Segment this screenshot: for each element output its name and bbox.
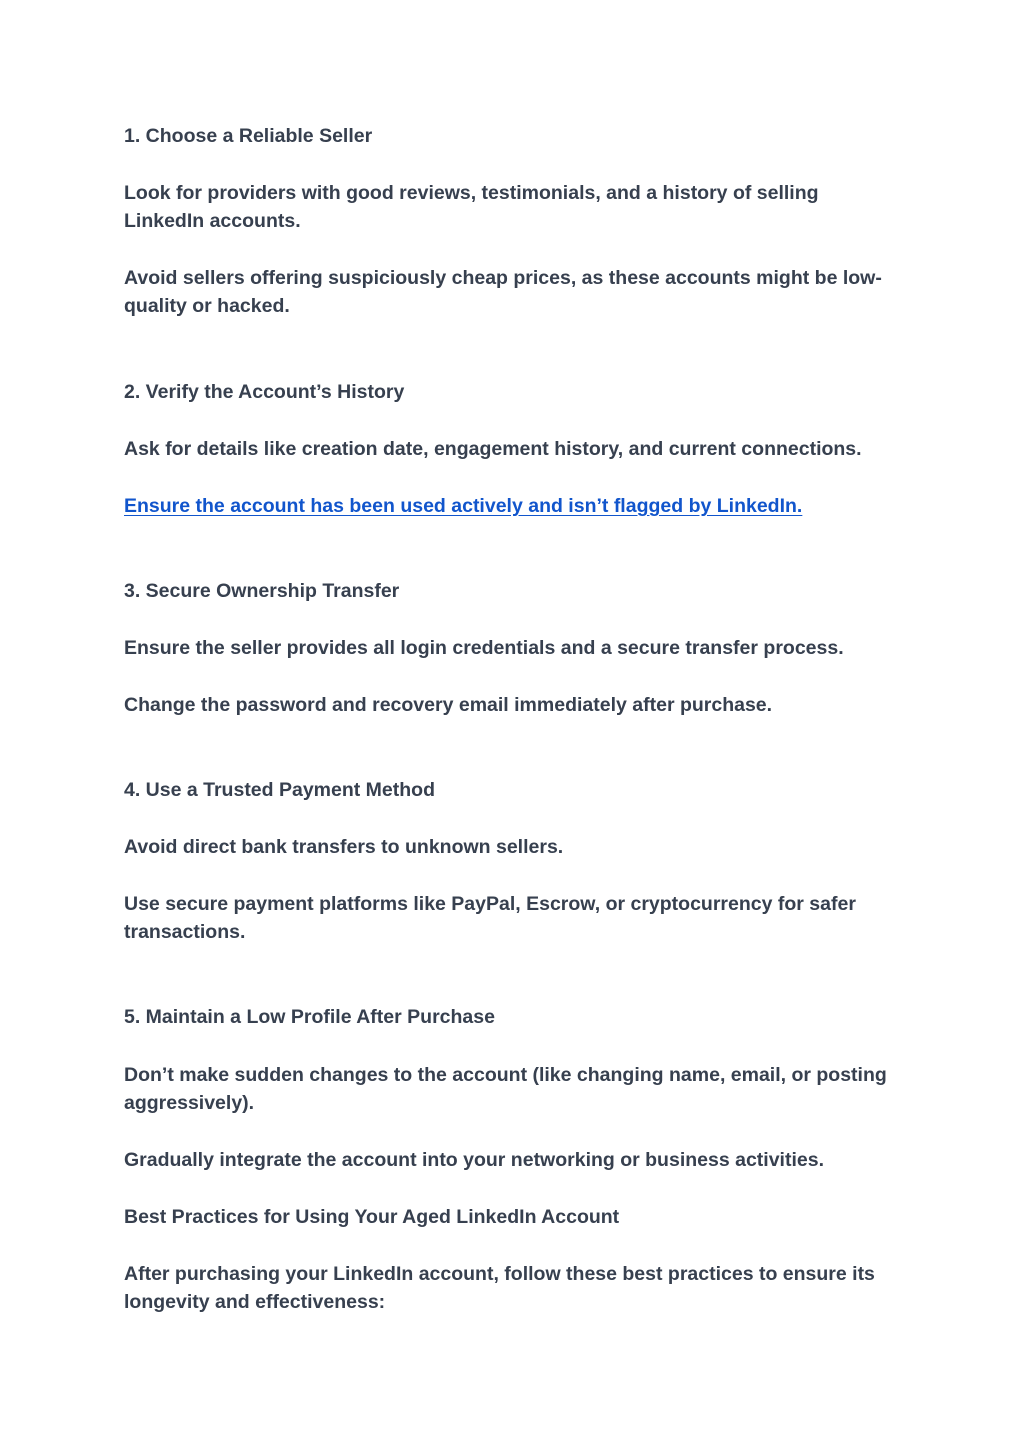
section-2-heading: 2. Verify the Account’s History [124,381,405,403]
section-3-paragraph-1: Ensure the seller provides all login credentials and a secure transfer process. [124,637,844,659]
section-4-heading: 4. Use a Trusted Payment Method [124,779,436,801]
section-3-heading: 3. Secure Ownership Transfer [124,580,400,602]
section-3-paragraph-2: Change the password and recovery email immediately after purchase. [124,694,773,716]
section-2-link-paragraph [124,492,904,520]
section-2-paragraph-1: Ask for details like creation date, engagement history, and current connections. [124,438,862,460]
section-4-paragraph-2: Use secure payment platforms like PayPal, Escrow, or cryptocurrency for safer transactions. [124,893,856,943]
section-5-paragraph-2: Gradually integrate the account into your networking or business activities. [124,1149,824,1171]
section-5-paragraph-1: Don’t make sudden changes to the account (like changing name, email, or posting aggressively). [124,1064,887,1114]
section-1-heading: 1. Choose a Reliable Seller [124,125,373,147]
flagged-account-link[interactable]: Ensure the account has been used actively and isn’t flagged by LinkedIn. [124,495,803,517]
section-1-paragraph-2: Avoid sellers offering suspiciously cheap prices, as these accounts might be low-quality or hacked. [124,267,882,317]
section-4-paragraph-1: Avoid direct bank transfers to unknown sellers. [124,836,564,858]
section-5-heading: 5. Maintain a Low Profile After Purchase [124,1006,495,1028]
best-practices-heading: Best Practices for Using Your Aged LinkedIn Account [124,1206,620,1228]
section-1-paragraph-1: Look for providers with good reviews, testimonials, and a history of selling LinkedIn accounts. [124,182,819,232]
best-practices-intro: After purchasing your LinkedIn account, follow these best practices to ensure its longevity and effectiveness: [124,1263,875,1313]
